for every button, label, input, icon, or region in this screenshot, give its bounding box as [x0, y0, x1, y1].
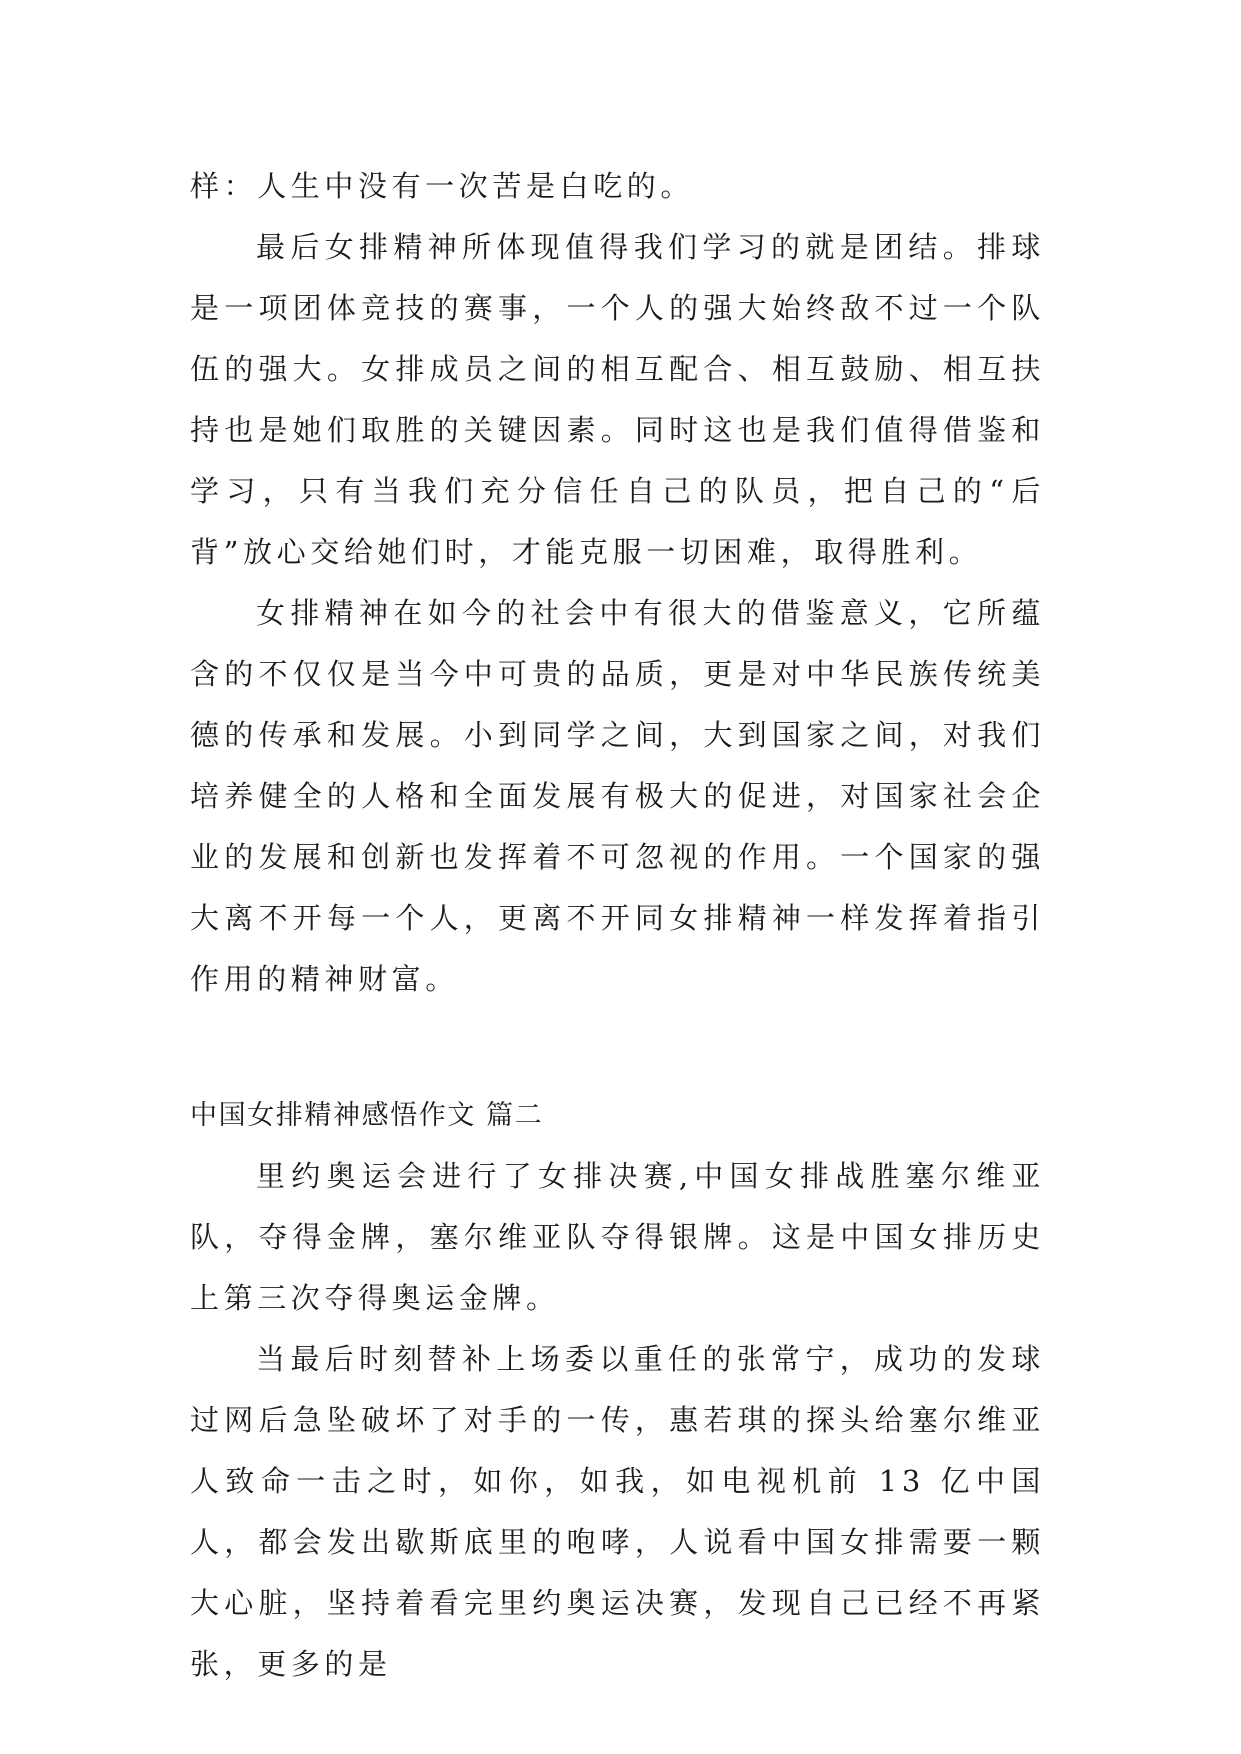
section-spacer [190, 1010, 1045, 1085]
paragraph-3: 女排精神在如今的社会中有很大的借鉴意义，它所蕴含的不仅仅是当今中可贵的品质，更是对中华民族传统美德的传承和发展。小到同学之间，大到国家之间，对我们培养健全的人格和全面发展有极大的促进，对国家社会企业的发展和创新也发挥着不可忽视的作用。一个国家的强大离不开每一个人，更离不开同女排精神一样发挥着指引作用的精神财富。 [190, 596, 1045, 996]
paragraph-1: 样：人生中没有一次苦是白吃的。 [190, 169, 695, 203]
paragraph-4: 里约奥运会进行了女排决赛,中国女排战胜塞尔维亚队，夺得金牌，塞尔维亚队夺得银牌。这是中国女排历史上第三次夺得奥运金牌。 [190, 1159, 1045, 1315]
document-body [190, 156, 1045, 1695]
paragraph-5: 当最后时刻替补上场委以重任的张常宁，成功的发球过网后急坠破坏了对手的一传，惠若琪的探头给塞尔维亚人致命一击之时，如你，如我，如电视机前 13 亿中国人，都会发出歇斯底里的咆哮，人说看中国女排需要一颗大心脏，坚持着看完里约奥运决赛，发现自己已经不再紧张，更多的是 [190, 1342, 1045, 1681]
paragraph-2: 最后女排精神所体现值得我们学习的就是团结。排球是一项团体竞技的赛事，一个人的强大始终敌不过一个队伍的强大。女排成员之间的相互配合、相互鼓励、相互扶持也是她们取胜的关键因素。同时这也是我们值得借鉴和学习，只有当我们充分信任自己的队员，把自己的“后背”放心交给她们时，才能克服一切困难，取得胜利。 [190, 230, 1045, 569]
section-title: 中国女排精神感悟作文 篇二 [190, 1100, 544, 1131]
